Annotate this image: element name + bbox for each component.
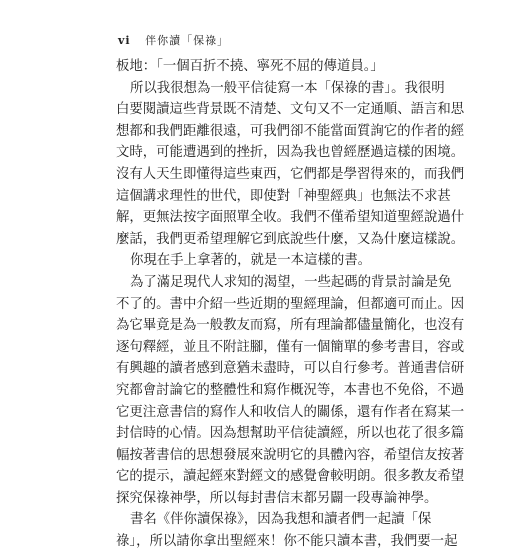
text-line: 不了的。書中介紹一些近期的聖經理論，但都適可而止。因 — [116, 296, 465, 312]
text-line: 想都和我們距離很遠，可我們卻不能當面質詢它的作者的經 — [116, 123, 465, 139]
running-title: 伴你讀「保祿」 — [145, 34, 230, 47]
text-line: 為了滿足現代人求知的渴望，一些起碼的背景討論是免 — [130, 274, 452, 290]
text-line: 這個講求理性的世代，即使對「神聖經典」也無法不求甚 — [116, 188, 451, 204]
text-line: 白要閱讀這些背景既不清楚、文句又不一定通順、語言和思 — [116, 102, 465, 118]
text-line: 沒有人天生即懂得這些東西，它們都是學習得來的，而我們 — [116, 166, 465, 182]
running-head — [118, 32, 229, 48]
text-line: 所以我很想為一般平信徒寫一本「保祿的書」。我很明 — [130, 80, 445, 96]
body-text — [116, 56, 465, 553]
text-line: 封信時的心情。因為想幫助平信徒讀經，所以也花了很多篇 — [116, 426, 465, 442]
text-line: 解，更無法按字面照單全收。我們不僅希望知道聖經說過什 — [116, 210, 465, 226]
text-line: 書名《伴你讀保祿》，因為我想和讀者們一起讀「保 — [130, 512, 432, 528]
text-line: 究都會討論它的整體性和寫作概況等，本書也不免俗，不過 — [116, 382, 465, 398]
text-line: 你現在手上拿著的，就是一本這樣的書。 — [130, 253, 372, 269]
text-line: 有興趣的讀者感到意猶未盡時，可以自行參考。普通書信研 — [116, 361, 465, 377]
text-line: 文時，可能遭遇到的挫折，因為我也曾經歷過這樣的困境。 — [116, 145, 465, 161]
text-line: 它的提示，讀起經來對經文的感覺會較明朗。很多教友希望 — [116, 469, 465, 485]
text-line: 板地：「一個百折不撓、寧死不屈的傳道員。」 — [116, 59, 384, 74]
text-line: 祿」，所以請你拿出聖經來！你不能只讀本書，我們要一起 — [116, 534, 458, 550]
page-number: vi — [118, 34, 131, 47]
text-line: 幅按著書信的思想發展來說明它的具體內容，希望信友按著 — [116, 447, 465, 463]
text-line: 逐句釋經，並且不附註腳，僅有一個簡單的參考書目，容或 — [116, 339, 465, 355]
text-line: 探究保祿神學，所以每封書信末都另闢一段專論神學。 — [116, 490, 438, 506]
text-line: 為它畢竟是為一般教友而寫，所有理論都儘量簡化，也沒有 — [116, 318, 465, 334]
text-line: 麼話，我們更希望理解它到底說些什麼，又為什麼這樣說。 — [116, 231, 465, 247]
text-line: 它更注意書信的寫作人和收信人的關係，還有作者在寫某一 — [116, 404, 465, 420]
